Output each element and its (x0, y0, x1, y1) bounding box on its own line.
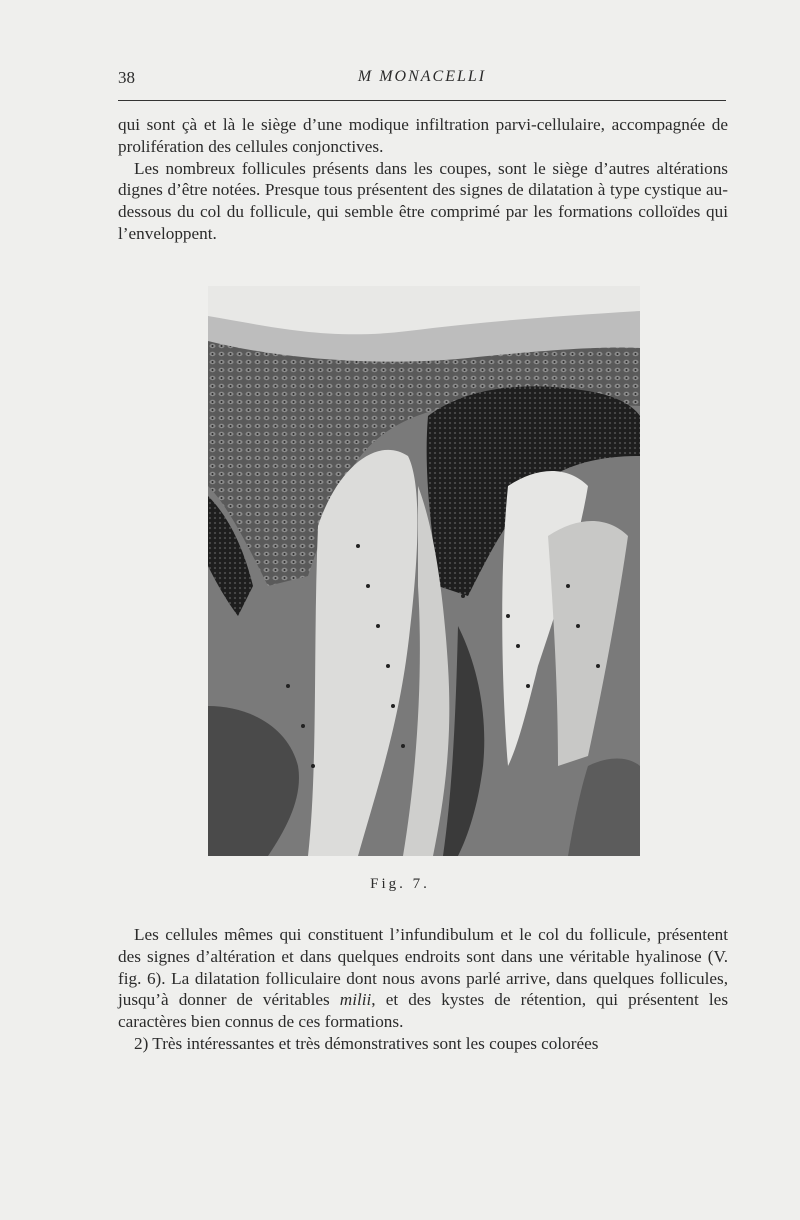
page-number: 38 (118, 68, 135, 87)
paragraph-text: Les cellules mêmes qui constituent l’infundibulum et le col du follicule, présentent des signes d’altération et dans quelques endroits sont dans une véritable hyalinose (V. fig. 6). La dilatation folliculaire dont nous avons parlé arrive, dans quelques follicules, jusqu’à donner de véritables (118, 925, 728, 1010)
header-rule (118, 100, 726, 101)
figure-caption: Fig. 7. (370, 876, 430, 892)
body-text-bottom (118, 924, 728, 1055)
paragraph: 2) Très intéressantes et très démonstratives sont les coupes colorées (134, 1033, 599, 1053)
page-header (118, 64, 726, 104)
italic-term: milii (339, 990, 372, 1010)
body-text-top (118, 114, 728, 245)
histology-micrograph (208, 286, 640, 856)
micrograph-image (208, 286, 640, 856)
paragraph: Les nombreux follicules présents dans les coupes, sont le siège d’autres altérations dignes d’être notées. Presque tous présentent des signes de dilatation à type cystique au-dessous du col du follicule, qui semble être comprimé par les formations colloïdes qui l’enveloppent. (118, 158, 728, 243)
paragraph: qui sont çà et là le siège d’une modique infiltration parvi-cellulaire, accompagnée de prolifération des cellules conjonctives. (118, 115, 728, 156)
running-head: M MONACELLI (357, 68, 487, 85)
paragraph-text: , et des kystes de rétention, qui présentent les caractères bien connus de ces formations. (118, 990, 729, 1032)
paragraph (118, 924, 728, 1033)
